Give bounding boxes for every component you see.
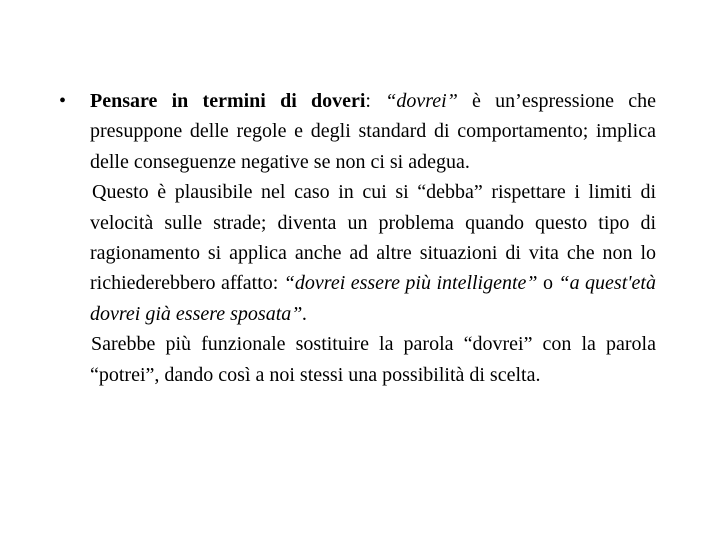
quote-dovrei: “dovrei”: [385, 90, 458, 112]
example-intelligente: “dovrei essere più intelligente”: [283, 272, 538, 295]
slide-body: [90, 86, 656, 390]
bullet-marker: •: [59, 90, 67, 112]
paragraph-doveri-rest: è un’espressione che presuppone delle regole e degli standard di comportamento; implica delle conseguenze negative se non ci si adegua.: [90, 90, 657, 173]
paragraph-suggestion: Sarebbe più funzionale sostituire la parola “dovrei” con la parola “potrei”, dando così a noi stessi una possibilità di scelta.: [90, 333, 656, 386]
colon: :: [365, 90, 386, 112]
term-heading: Pensare in termini di doveri: [90, 90, 366, 112]
example-sposata: “a quest'età dovrei già essere sposata”: [90, 272, 656, 325]
paragraph-example-text: Questo è plausibile nel caso in cui si “debba” rispettare i limiti di velocità sulle strade; diventa un problema quando questo tipo di ragionamento si applica anche ad altre situazioni di vita che non lo richiederebbero affatto:: [90, 181, 656, 295]
example-end: .: [302, 302, 308, 325]
paragraph-doveri: [90, 86, 656, 177]
connector-o: o: [537, 272, 559, 295]
paragraph-example: [90, 177, 656, 329]
